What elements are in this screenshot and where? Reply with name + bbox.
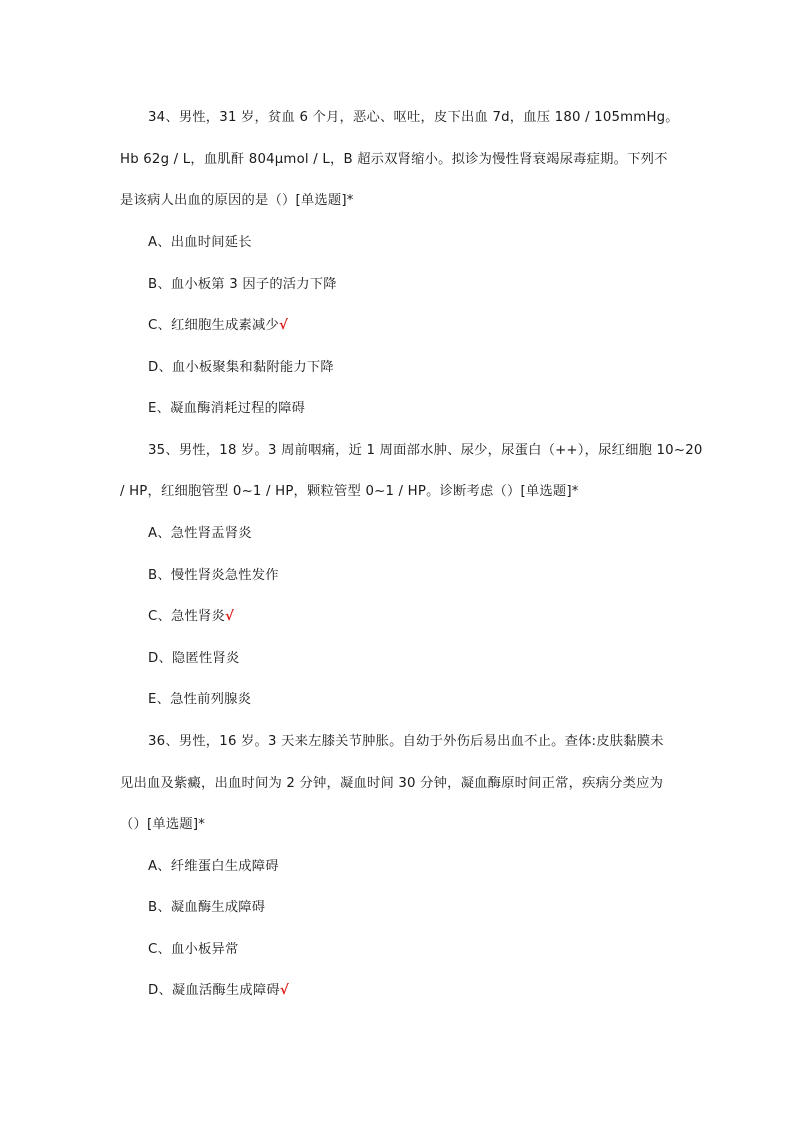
option-label: D、凝血活酶生成障碍 (148, 983, 280, 998)
option-label: E、急性前列腺炎 (148, 692, 252, 707)
question-35-option-a (148, 524, 252, 544)
question-35-option-d (148, 649, 239, 669)
question-34-option-d (148, 358, 334, 378)
option-label: A、出血时间延长 (148, 235, 252, 250)
question-36-option-a (148, 857, 279, 877)
question-36-stem-line-1: 36、男性，16 岁。3 天来左膝关节肿胀。自幼于外伤后易出血不止。查体:皮肤黏膜未 (148, 734, 664, 749)
question-35-option-e (148, 690, 251, 710)
question-34-stem-line-1: 34、男性，31 岁，贫血 6 个月，恶心、呕吐，皮下出血 7d，血压 180 / 105mmHg。 (148, 110, 679, 125)
correct-check-icon: √ (279, 983, 289, 998)
question-36-option-c (148, 940, 238, 960)
question-35-stem-line-1: 35、男性，18 岁。3 周前咽痛，近 1 周面部水肿、尿少，尿蛋白（++），尿红细胞 10~20 (148, 443, 703, 458)
question-36-option-b (148, 898, 265, 918)
option-label: C、急性肾炎 (148, 609, 225, 624)
option-label: B、慢性肾炎急性发作 (148, 568, 279, 583)
correct-check-icon: √ (224, 609, 235, 624)
correct-check-icon: √ (278, 318, 289, 333)
option-label: D、血小板聚集和黏附能力下降 (148, 360, 334, 375)
question-36-option-d (148, 981, 289, 1001)
option-label: A、急性肾盂肾炎 (148, 526, 252, 541)
option-label: B、血小板第 3 因子的活力下降 (148, 277, 337, 292)
question-35-stem-line-2: / HP，红细胞管型 0~1 / HP，颗粒管型 0~1 / HP。诊断考虑（）[单选题]* (120, 484, 579, 499)
option-label: E、凝血酶消耗过程的障碍 (148, 401, 306, 416)
option-label: C、红细胞生成素减少 (148, 318, 279, 333)
question-34-option-c (148, 316, 288, 336)
question-34-option-a (148, 233, 252, 253)
option-label: C、血小板异常 (148, 942, 239, 957)
question-34-stem-line-3: 是该病人出血的原因的是（）[单选题]* (120, 193, 354, 208)
option-label: B、凝血酶生成障碍 (148, 900, 266, 915)
question-34-option-e (148, 399, 305, 419)
question-35-option-c (148, 607, 234, 627)
question-36-stem-line-3: （）[单选题]* (120, 817, 206, 832)
question-34-option-b (148, 275, 337, 295)
question-36-stem-line-2: 见出血及紫癜，出血时间为 2 分钟，凝血时间 30 分钟，凝血酶原时间正常，疾病分类应为 (120, 776, 664, 791)
question-34-stem-line-2: Hb 62g / L，血肌酐 804μmol / L，B 超示双肾缩小。拟诊为慢性肾衰竭尿毒症期。下列不 (120, 152, 668, 167)
question-35-option-b (148, 566, 279, 586)
option-label: A、纤维蛋白生成障碍 (148, 859, 279, 874)
option-label: D、隐匿性肾炎 (148, 651, 240, 666)
